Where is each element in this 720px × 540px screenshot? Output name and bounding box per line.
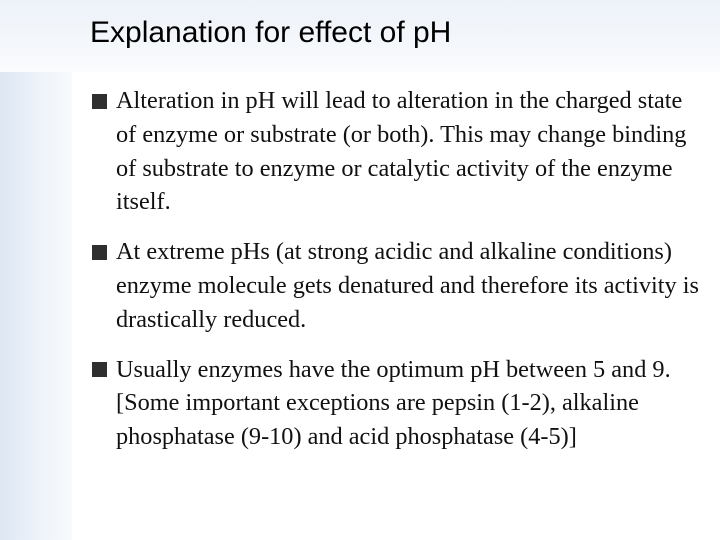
bullet-text: Alteration in pH will lead to alteration in the charged state of enzyme or substrate (or both). This may change binding of substrate to enzyme or catalytic activity of the enzyme itself.: [116, 87, 687, 216]
square-bullet-icon: [92, 362, 107, 377]
slide-title: Explanation for effect of pH: [90, 16, 452, 49]
square-bullet-icon: [92, 94, 107, 109]
bullet-text: Usually enzymes have the optimum pH between 5 and 9. [Some important exceptions are pepsin (1-2), alkaline phosphatase (9-10) and acid phosphatase (4-5)]: [116, 355, 671, 451]
bullet-list: [92, 84, 702, 454]
bullet-item: [92, 84, 702, 219]
square-bullet-icon: [92, 245, 107, 260]
left-accent-bar: [0, 0, 72, 540]
bullet-text: At extreme pHs (at strong acidic and alkaline conditions) enzyme molecule gets denatured and therefore its activity is drastically reduced.: [116, 238, 699, 333]
bullet-item: [92, 235, 702, 336]
bullet-item: [92, 353, 702, 454]
